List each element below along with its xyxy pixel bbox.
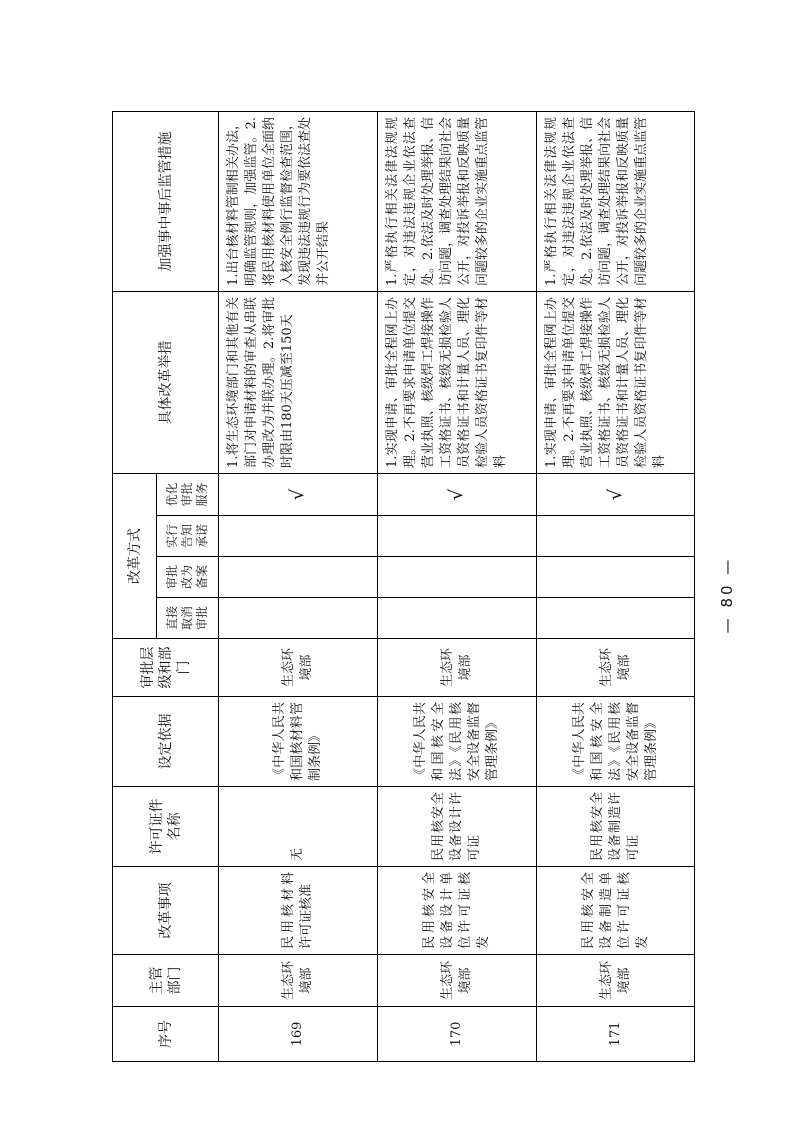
header-license: 许可证件名称: [113, 787, 219, 867]
header-seq: 序号: [113, 1007, 219, 1062]
cell-supervision: 1.严格执行相关法律法规规定，对违法违规企业依法查处。2.依法及时处理举报、信访问题，调查处理结果向社会公开，对投诉举报和反映质量问题较多的企业实施重点监管: [537, 112, 695, 292]
header-item: 改革事项: [113, 867, 219, 955]
table-row: [537, 112, 695, 1062]
cell-level: 生态环境部: [537, 639, 695, 697]
page-number: [712, 545, 742, 645]
header-method-optimize: 优化审批服务: [157, 474, 219, 516]
header-method-filing: 审批改为备案: [157, 557, 219, 598]
cell-seq: 169: [219, 1007, 378, 1062]
cell-license: 无: [219, 787, 378, 867]
cell-method-filing: [219, 557, 378, 598]
cell-supervision: 1.严格执行相关法律法规规定，对违法违规企业依法查处。2.依法及时处理举报、信访问题，调查处理结果向社会公开，对投诉举报和反映质量问题较多的企业实施重点监管: [378, 112, 537, 292]
cell-measures: 1.实现申请、审批全程网上办理。2.不再要求申请单位提交营业执照、核级焊工焊接操作工资格证书、核级无损检验人员资格证书和计量人员、理化检验人员资格证书复印件等材料: [378, 292, 537, 474]
cell-method-filing: [537, 557, 695, 598]
header-basis: 设定依据: [113, 697, 219, 787]
cell-seq: 171: [537, 1007, 695, 1062]
cell-method-commitment: [219, 516, 378, 557]
cell-method-commitment: [537, 516, 695, 557]
cell-method-optimize: √: [537, 474, 695, 516]
cell-method-cancel: [537, 598, 695, 639]
cell-measures: 1.实现申请、审批全程网上办理。2.不再要求申请单位提交营业执照、核级焊工焊接操作工资格证书、核级无损检验人员资格证书和计量人员、理化检验人员资格证书复印件等材料: [537, 292, 695, 474]
cell-method-cancel: [378, 598, 537, 639]
header-method-commitment: 实行告知承诺: [157, 516, 219, 557]
cell-dept: 生态环境部: [378, 955, 537, 1007]
table-row: [219, 112, 378, 1062]
cell-method-optimize: √: [219, 474, 378, 516]
cell-seq: 170: [378, 1007, 537, 1062]
cell-dept: 生态环境部: [537, 955, 695, 1007]
page-number-text: — 80 —: [718, 556, 736, 634]
header-level: 审批层级和部门: [113, 639, 219, 697]
header-method-cancel: 直接取消审批: [157, 598, 219, 639]
cell-license: 民用核安全设备制造许可证: [537, 787, 695, 867]
cell-license: 民用核安全设备设计许可证: [378, 787, 537, 867]
cell-measures: 1.将生态环境部门和其他有关部门对申请材料的审查从串联办理改为并联办理。2.将审批时限由180天压减至150天: [219, 292, 378, 474]
cell-method-commitment: [378, 516, 537, 557]
cell-basis: 《中华人民共和国核安全法》《民用核安全设备监督管理条例》: [537, 697, 695, 787]
cell-dept: 生态环境部: [219, 955, 378, 1007]
header-supervision: 加强事中事后监管措施: [113, 112, 219, 292]
cell-item: 民用核材料许可证核准: [219, 867, 378, 955]
cell-supervision: 1.出台核材料管制相关办法，明确监管规则，加强监管。2.将民用核材料使用单位全面纳入核安全例行监督检查范围，发现违法违规行为要依法查处并公开结果: [219, 112, 378, 292]
table-row: [378, 112, 537, 1062]
header-dept: 主管部门: [113, 955, 219, 1007]
cell-item: 民用核安全设备设计单位许可证核发: [378, 867, 537, 955]
rotated-table-container: [112, 112, 694, 1062]
header-method: 改革方式: [113, 474, 157, 639]
cell-basis: 《中华人民共和国核安全法》《民用核安全设备监督管理条例》: [378, 697, 537, 787]
cell-level: 生态环境部: [378, 639, 537, 697]
cell-basis: 《中华人民共和国核材料管制条例》: [219, 697, 378, 787]
header-measures: 具体改革举措: [113, 292, 219, 474]
cell-level: 生态环境部: [219, 639, 378, 697]
cell-method-cancel: [219, 598, 378, 639]
cell-method-optimize: √: [378, 474, 537, 516]
reform-table: [112, 111, 695, 1062]
cell-item: 民用核安全设备制造单位许可证核发: [537, 867, 695, 955]
cell-method-filing: [378, 557, 537, 598]
